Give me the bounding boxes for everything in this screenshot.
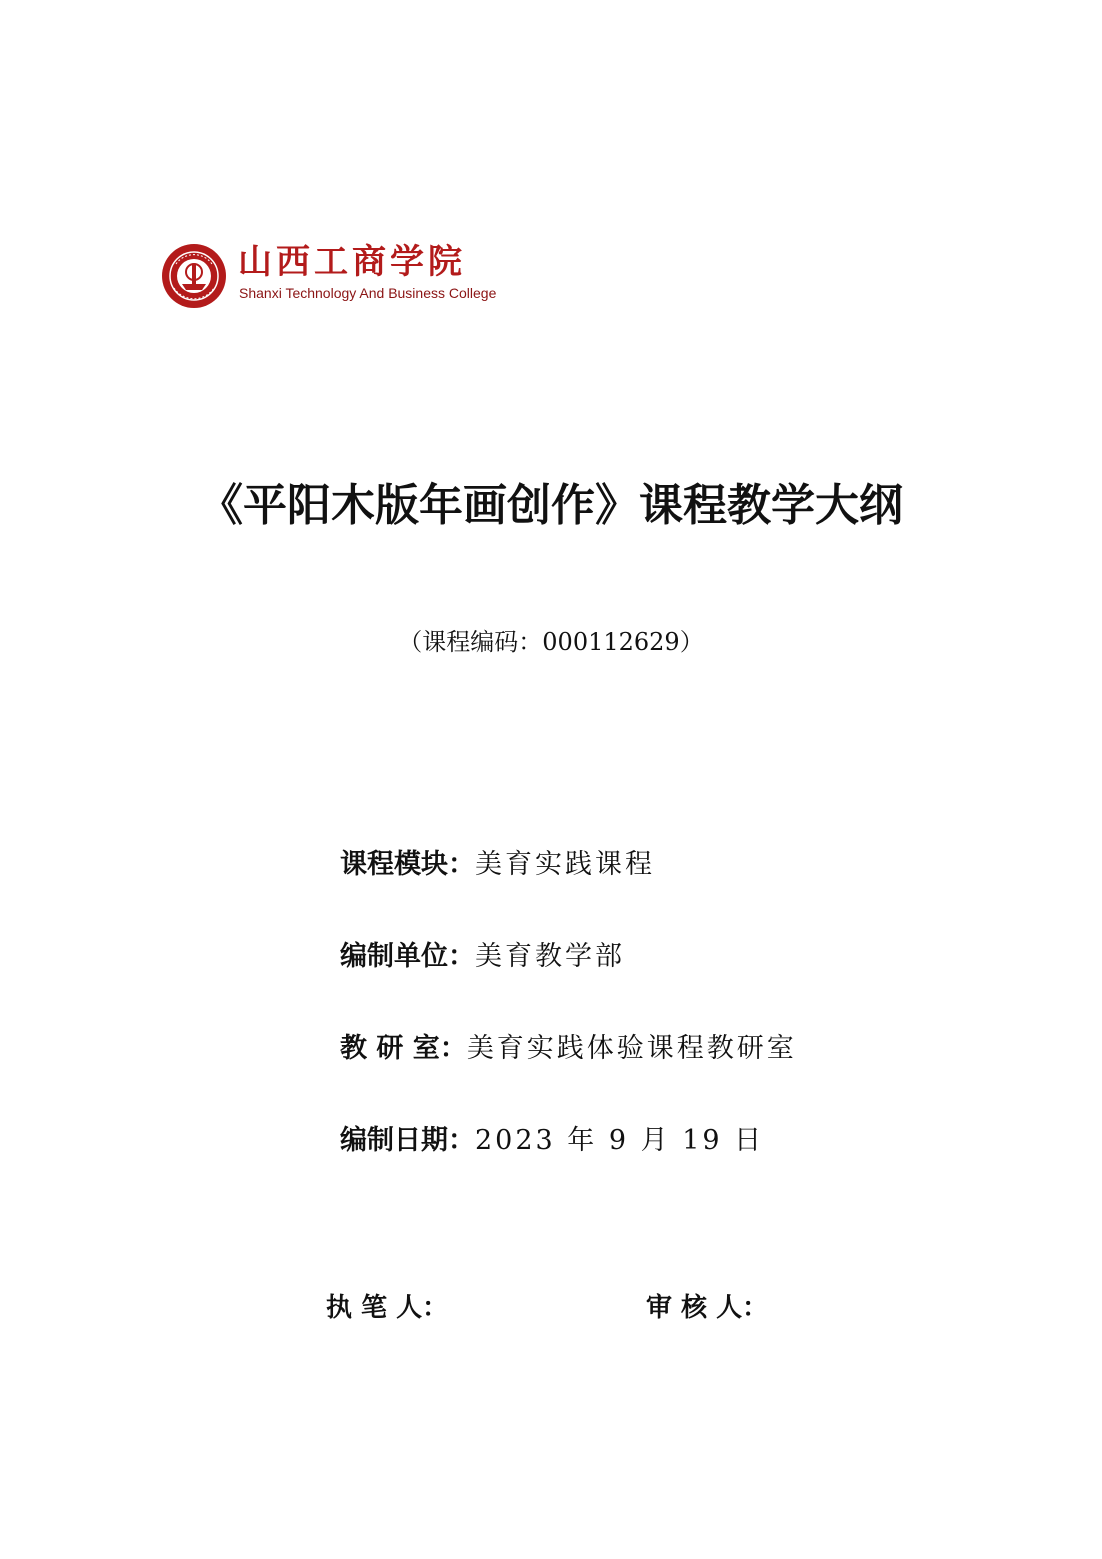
college-name-en: Shanxi Technology And Business College [239, 285, 497, 301]
info-label: 教 研 室： [340, 1033, 467, 1064]
info-label: 编制日期： [340, 1125, 475, 1156]
college-logo [160, 240, 520, 310]
reviewer-signature-label: 审 核 人： [646, 1293, 769, 1323]
info-row-compiling-date [340, 1121, 980, 1161]
info-value: 美育教学部 [475, 941, 625, 972]
info-value: 2023 年 9 月 19 日 [475, 1125, 765, 1156]
writer-signature-label: 执 笔 人： [326, 1293, 449, 1323]
info-row-course-module [340, 845, 980, 885]
info-label: 课程模块： [340, 849, 475, 880]
info-row-teaching-office [340, 1029, 980, 1069]
info-label: 编制单位： [340, 941, 475, 972]
college-seal-icon [160, 242, 228, 310]
document-title: 《平阳木版年画创作》课程教学大纲 [199, 480, 903, 531]
college-name-cn: 山西工商学院 [238, 242, 466, 282]
info-value: 美育实践课程 [475, 849, 655, 880]
info-row-compiling-unit [340, 937, 980, 977]
course-code: （课程编码：000112629） [398, 628, 704, 656]
info-value: 美育实践体验课程教研室 [466, 1033, 797, 1064]
